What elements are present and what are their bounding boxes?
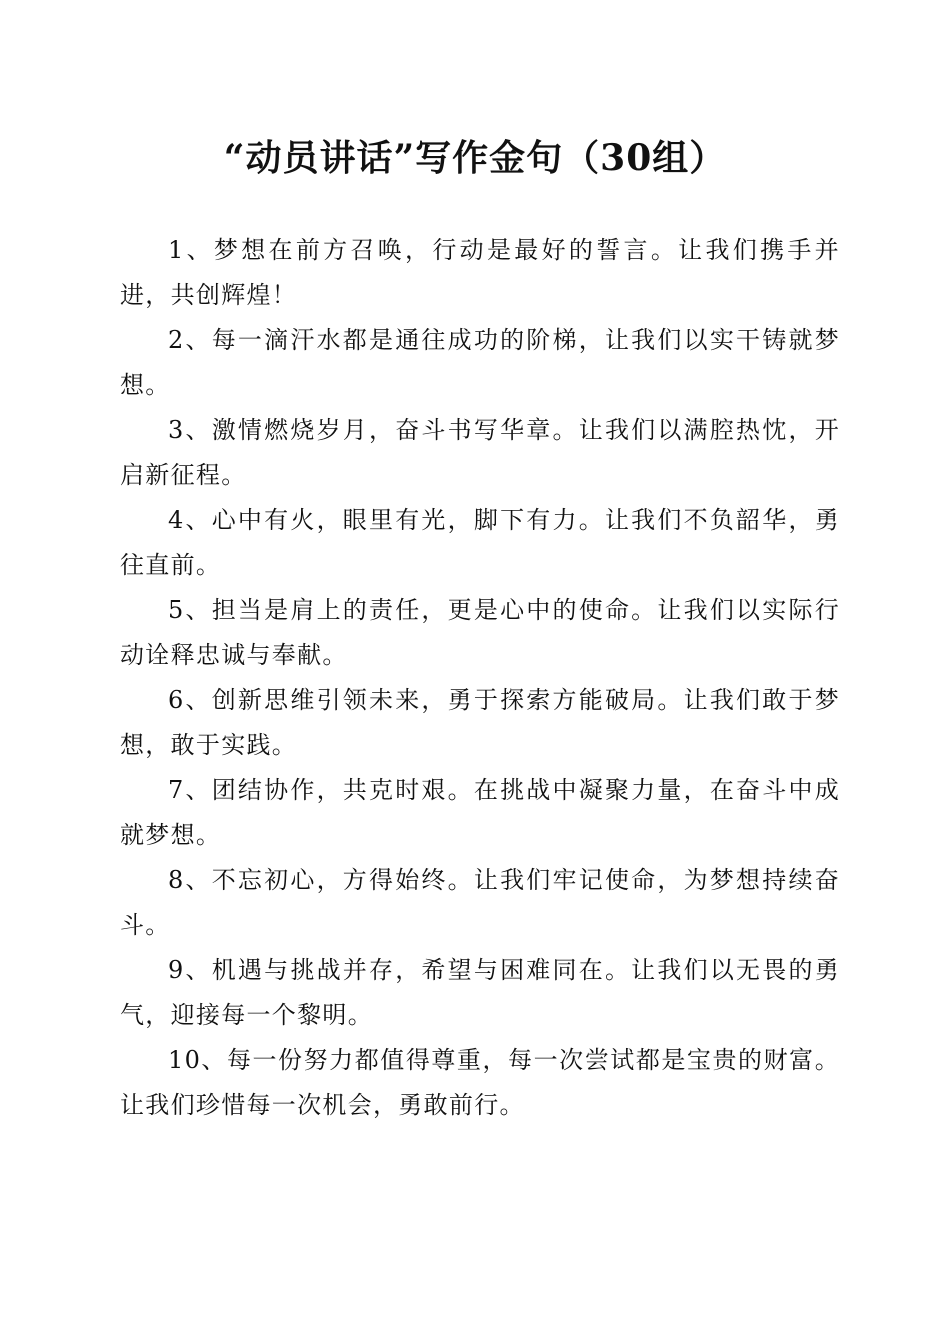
paragraph-9: 9、机遇与挑战并存，希望与困难同在。让我们以无畏的勇气，迎接每一个黎明。 [120,956,840,1029]
paragraph-8: 8、不忘初心，方得始终。让我们牢记使命，为梦想持续奋斗。 [120,866,840,939]
paragraph-3: 3、激情燃烧岁月，奋斗书写华章。让我们以满腔热忱，开启新征程。 [120,416,840,489]
page-title: “动员讲话”写作金句（30组） [223,137,727,179]
paragraph-7: 7、团结协作，共克时艰。在挑战中凝聚力量，在奋斗中成就梦想。 [120,776,840,849]
paragraph-10: 10、每一份努力都值得尊重，每一次尝试都是宝贵的财富。让我们珍惜每一次机会，勇敢前行。 [120,1046,840,1119]
paragraph-6: 6、创新思维引领未来，勇于探索方能破局。让我们敢于梦想，敢于实践。 [120,686,840,759]
paragraph-5: 5、担当是肩上的责任，更是心中的使命。让我们以实际行动诠释忠诚与奉献。 [120,596,840,669]
document-body [120,228,840,1128]
paragraph-4: 4、心中有火，眼里有光，脚下有力。让我们不负韶华，勇往直前。 [120,506,840,579]
paragraph-1: 1、梦想在前方召唤，行动是最好的誓言。让我们携手并进，共创辉煌！ [120,236,840,309]
paragraph-2: 2、每一滴汗水都是通往成功的阶梯，让我们以实干铸就梦想。 [120,326,840,399]
